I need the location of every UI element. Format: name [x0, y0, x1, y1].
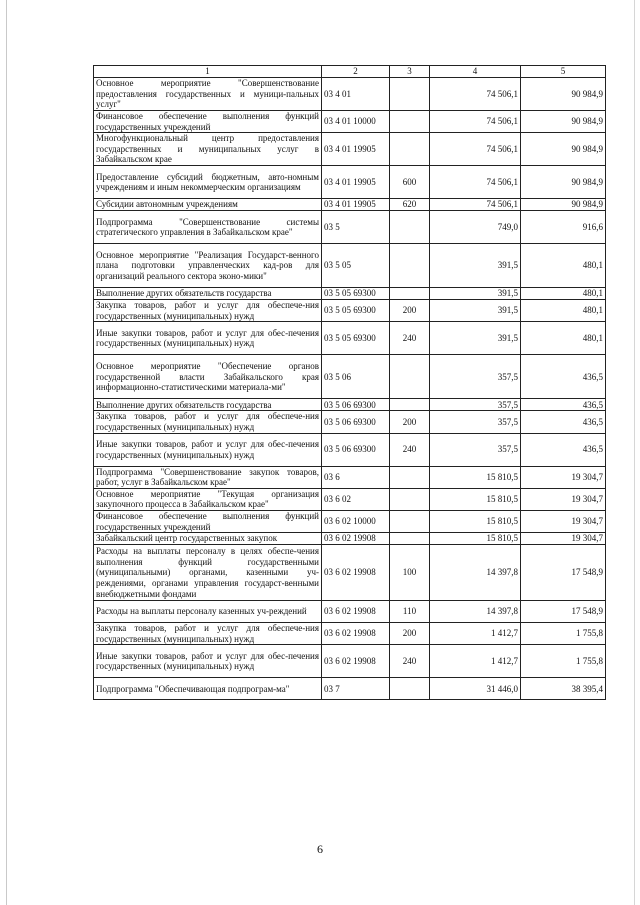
row-name-cell: Основное мероприятие "Совершенствование предоставления государственных и муници-пальных услуг": [94, 78, 322, 111]
row-value-2020-cell: 14 397,8: [430, 601, 521, 623]
row-value-2020-cell: 74 506,1: [430, 78, 521, 111]
row-value-2021-cell: 19 304,7: [521, 466, 606, 488]
table-row: [94, 466, 606, 488]
row-value-2021-cell: 436,5: [521, 433, 606, 466]
table-header-row: [94, 66, 606, 78]
row-value-2021-cell: 436,5: [521, 355, 606, 399]
row-code-cell: 03 6 02 19908: [322, 601, 390, 623]
row-type-cell: 600: [390, 166, 430, 199]
row-value-2020-cell: 357,5: [430, 411, 521, 433]
row-value-2021-cell: 38 395,4: [521, 678, 606, 700]
row-name-cell: Иные закупки товаров, работ и услуг для обес-печения государственных (муниципальных) нужд: [94, 322, 322, 355]
row-value-2020-cell: 74 506,1: [430, 166, 521, 199]
table-row: [94, 288, 606, 300]
table-row: [94, 411, 606, 433]
row-value-2021-cell: 480,1: [521, 322, 606, 355]
row-value-2021-cell: 480,1: [521, 288, 606, 300]
row-code-cell: 03 5 05 69300: [322, 288, 390, 300]
table-row: [94, 166, 606, 199]
row-code-cell: 03 4 01 10000: [322, 111, 390, 133]
row-value-2020-cell: 74 506,1: [430, 133, 521, 166]
row-code-cell: 03 4 01 19905: [322, 199, 390, 211]
table-row: [94, 645, 606, 678]
row-code-cell: 03 5 05: [322, 244, 390, 288]
row-type-cell: [390, 399, 430, 411]
header-col-5: 5: [521, 66, 606, 78]
row-code-cell: 03 5 06 69300: [322, 433, 390, 466]
row-value-2020-cell: 391,5: [430, 244, 521, 288]
row-code-cell: 03 4 01: [322, 78, 390, 111]
row-value-2021-cell: 19 304,7: [521, 533, 606, 545]
table-row: [94, 678, 606, 700]
budget-table-body: [94, 66, 606, 700]
row-value-2021-cell: 436,5: [521, 399, 606, 411]
table-row: [94, 355, 606, 399]
row-name-cell: Закупка товаров, работ и услуг для обеспече-ния государственных (муниципальных) нужд: [94, 623, 322, 645]
row-value-2021-cell: 480,1: [521, 244, 606, 288]
row-code-cell: 03 6 02 19908: [322, 533, 390, 545]
row-value-2020-cell: 357,5: [430, 355, 521, 399]
row-code-cell: 03 6 02 10000: [322, 510, 390, 532]
row-type-cell: 100: [390, 545, 430, 601]
header-col-2: 2: [322, 66, 390, 78]
row-value-2020-cell: 1 412,7: [430, 645, 521, 678]
row-code-cell: 03 6 02 19908: [322, 645, 390, 678]
table-row: [94, 133, 606, 166]
row-type-cell: [390, 111, 430, 133]
table-row: [94, 601, 606, 623]
row-value-2020-cell: 1 412,7: [430, 623, 521, 645]
row-type-cell: 240: [390, 645, 430, 678]
row-type-cell: 200: [390, 411, 430, 433]
row-value-2020-cell: 74 506,1: [430, 111, 521, 133]
row-code-cell: 03 5 05 69300: [322, 322, 390, 355]
row-value-2021-cell: 1 755,8: [521, 645, 606, 678]
row-code-cell: 03 6 02 19908: [322, 623, 390, 645]
row-name-cell: Финансовое обеспечение выполнения функций государственных учреждений: [94, 111, 322, 133]
row-code-cell: 03 6 02 19908: [322, 545, 390, 601]
row-type-cell: [390, 78, 430, 111]
budget-table: [93, 65, 606, 700]
row-value-2021-cell: 916,6: [521, 211, 606, 244]
row-name-cell: Расходы на выплаты персоналу казенных уч-реждений: [94, 601, 322, 623]
row-type-cell: [390, 678, 430, 700]
table-row: [94, 433, 606, 466]
row-name-cell: Закупка товаров, работ и услуг для обеспече-ния государственных (муниципальных) нужд: [94, 300, 322, 322]
row-name-cell: Иные закупки товаров, работ и услуг для обес-печения государственных (муниципальных) нужд: [94, 645, 322, 678]
table-row: [94, 623, 606, 645]
row-type-cell: [390, 466, 430, 488]
table-row: [94, 244, 606, 288]
row-value-2020-cell: 15 810,5: [430, 510, 521, 532]
row-value-2021-cell: 90 984,9: [521, 111, 606, 133]
table-row: [94, 211, 606, 244]
row-name-cell: Субсидии автономным учреждениям: [94, 199, 322, 211]
row-type-cell: 200: [390, 623, 430, 645]
row-value-2020-cell: 357,5: [430, 399, 521, 411]
row-type-cell: [390, 488, 430, 510]
row-type-cell: 110: [390, 601, 430, 623]
row-name-cell: Подпрограмма "Обеспечивающая подпрограм-ма": [94, 678, 322, 700]
row-value-2021-cell: 90 984,9: [521, 199, 606, 211]
row-code-cell: 03 5 05 69300: [322, 300, 390, 322]
row-type-cell: [390, 244, 430, 288]
header-col-3: 3: [390, 66, 430, 78]
row-value-2021-cell: 436,5: [521, 411, 606, 433]
row-name-cell: Выполнение других обязательств государства: [94, 288, 322, 300]
row-name-cell: Подпрограмма "Совершенствование закупок товаров, работ, услуг в Забайкальском крае": [94, 466, 322, 488]
row-type-cell: 240: [390, 322, 430, 355]
row-value-2021-cell: 90 984,9: [521, 78, 606, 111]
row-code-cell: 03 5 06: [322, 355, 390, 399]
table-row: [94, 545, 606, 601]
row-value-2020-cell: 14 397,8: [430, 545, 521, 601]
row-name-cell: Финансовое обеспечение выполнения функций государственных учреждений: [94, 510, 322, 532]
row-name-cell: Основное мероприятие "Текущая организация закупочного процесса в Забайкальском крае": [94, 488, 322, 510]
row-name-cell: Иные закупки товаров, работ и услуг для обес-печения государственных (муниципальных) нужд: [94, 433, 322, 466]
row-code-cell: 03 6: [322, 466, 390, 488]
row-type-cell: 620: [390, 199, 430, 211]
row-value-2021-cell: 19 304,7: [521, 510, 606, 532]
row-type-cell: 200: [390, 300, 430, 322]
row-code-cell: 03 5: [322, 211, 390, 244]
row-code-cell: 03 4 01 19905: [322, 133, 390, 166]
header-col-4: 4: [430, 66, 521, 78]
table-row: [94, 78, 606, 111]
row-value-2020-cell: 357,5: [430, 433, 521, 466]
row-type-cell: [390, 355, 430, 399]
row-code-cell: 03 5 06 69300: [322, 399, 390, 411]
row-value-2021-cell: 19 304,7: [521, 488, 606, 510]
table-row: [94, 533, 606, 545]
row-name-cell: Выполнение других обязательств государства: [94, 399, 322, 411]
row-name-cell: Подпрограмма "Совершенствование системы стратегического управления в Забайкальском крае": [94, 211, 322, 244]
row-value-2020-cell: 15 810,5: [430, 488, 521, 510]
table-row: [94, 111, 606, 133]
row-value-2021-cell: 17 548,9: [521, 545, 606, 601]
header-col-1: 1: [94, 66, 322, 78]
row-name-cell: Основное мероприятие "Реализация Государст-венного плана подготовки управленческих кад-ров для организаций реального сектора эконо-мики": [94, 244, 322, 288]
row-value-2020-cell: 31 446,0: [430, 678, 521, 700]
row-type-cell: 240: [390, 433, 430, 466]
scan-edge-right: [634, 0, 635, 905]
row-value-2020-cell: 15 810,5: [430, 533, 521, 545]
table-row: [94, 399, 606, 411]
row-value-2021-cell: 480,1: [521, 300, 606, 322]
row-name-cell: Закупка товаров, работ и услуг для обеспече-ния государственных (муниципальных) нужд: [94, 411, 322, 433]
row-code-cell: 03 7: [322, 678, 390, 700]
table-row: [94, 199, 606, 211]
row-code-cell: 03 4 01 19905: [322, 166, 390, 199]
row-value-2020-cell: 15 810,5: [430, 466, 521, 488]
row-value-2020-cell: 391,5: [430, 322, 521, 355]
row-code-cell: 03 6 02: [322, 488, 390, 510]
scan-edge-left: [6, 0, 7, 905]
row-name-cell: Забайкальский центр государственных закупок: [94, 533, 322, 545]
row-name-cell: Расходы на выплаты персоналу в целях обеспе-чения выполнения функций государственными (муниципальными) органами, казенными уч-реждениями, органами управления государст-венными внебюджетными фондами: [94, 545, 322, 601]
row-value-2021-cell: 1 755,8: [521, 623, 606, 645]
table-row: [94, 322, 606, 355]
row-value-2020-cell: 391,5: [430, 300, 521, 322]
row-value-2021-cell: 90 984,9: [521, 133, 606, 166]
row-value-2021-cell: 17 548,9: [521, 601, 606, 623]
table-row: [94, 488, 606, 510]
row-name-cell: Предоставление субсидий бюджетным, авто-номным учреждениям и иным некоммерческим организациям: [94, 166, 322, 199]
row-value-2020-cell: 74 506,1: [430, 199, 521, 211]
row-type-cell: [390, 288, 430, 300]
row-value-2021-cell: 90 984,9: [521, 166, 606, 199]
page-number: 6: [317, 842, 323, 856]
row-type-cell: [390, 133, 430, 166]
table-row: [94, 510, 606, 532]
row-value-2020-cell: 391,5: [430, 288, 521, 300]
row-name-cell: Основное мероприятие "Обеспечение органов государственной власти Забайкальского края информационно-статистическими материала-ми": [94, 355, 322, 399]
row-name-cell: Многофункциональный центр предоставления государственных и муниципальных услуг в Забайкальском крае: [94, 133, 322, 166]
row-value-2020-cell: 749,0: [430, 211, 521, 244]
row-type-cell: [390, 533, 430, 545]
row-type-cell: [390, 510, 430, 532]
table-row: [94, 300, 606, 322]
row-type-cell: [390, 211, 430, 244]
row-code-cell: 03 5 06 69300: [322, 411, 390, 433]
